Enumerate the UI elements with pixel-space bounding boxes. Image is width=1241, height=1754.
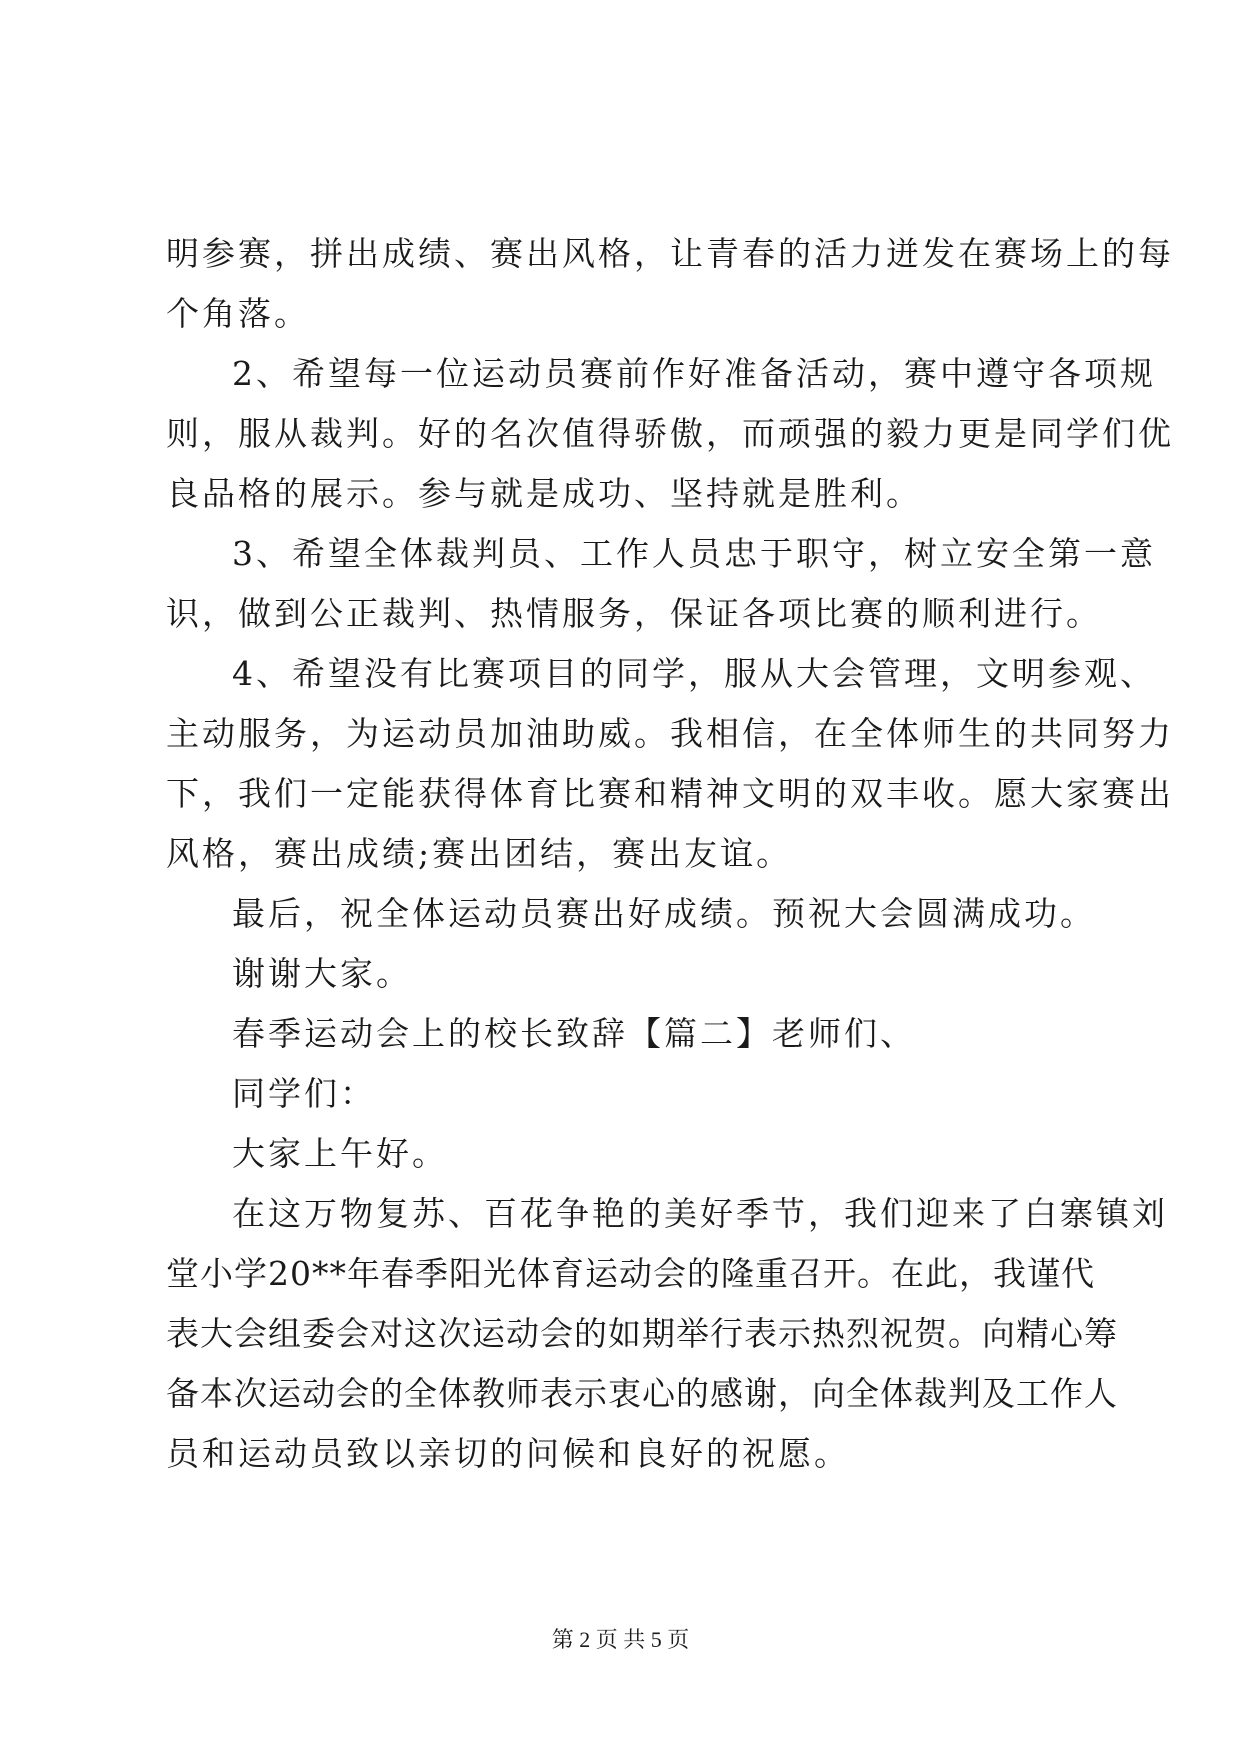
greeting-line: 大家上午好。 xyxy=(232,1134,448,1173)
text-line: 堂小学20**年春季阳光体育运动会的隆重召开。在此，我谨代 xyxy=(166,1254,1095,1293)
document-body xyxy=(166,224,1174,1484)
thanks-line: 谢谢大家。 xyxy=(232,954,412,993)
text-line: 员和运动员致以亲切的问候和良好的祝愿。 xyxy=(166,1434,850,1473)
closing-wishes: 最后，祝全体运动员赛出好成绩。预祝大会圆满成功。 xyxy=(232,894,1096,933)
text-line: 良品格的展示。参与就是成功、坚持就是胜利。 xyxy=(166,474,922,513)
text-line: 主动服务，为运动员加油助威。我相信，在全体师生的共同努力 xyxy=(166,714,1174,753)
text-line: 则，服从裁判。好的名次值得骄傲，而顽强的毅力更是同学们优 xyxy=(166,414,1174,453)
paragraph-item-2: 2、希望每一位运动员赛前作好准备活动，赛中遵守各项规 xyxy=(232,354,1156,393)
text-line: 表大会组委会对这次运动会的如期举行表示热烈祝贺。向精心筹 xyxy=(166,1314,1118,1353)
text-line: 识，做到公正裁判、热情服务，保证各项比赛的顺利进行。 xyxy=(166,594,1102,633)
text-line: 个角落。 xyxy=(166,294,310,333)
text-line: 下，我们一定能获得体育比赛和精神文明的双丰收。愿大家赛出 xyxy=(166,774,1174,813)
text-line: 备本次运动会的全体教师表示衷心的感谢，向全体裁判及工作人 xyxy=(166,1374,1118,1413)
text-line: 明参赛，拼出成绩、赛出风格，让青春的活力迸发在赛场上的每 xyxy=(166,234,1174,273)
page-footer: 第 2 页 共 5 页 xyxy=(551,1627,690,1652)
section-heading: 春季运动会上的校长致辞【篇二】老师们、 xyxy=(232,1014,916,1053)
paragraph-item-4: 4、希望没有比赛项目的同学，服从大会管理，文明参观、 xyxy=(232,654,1156,693)
text-line: 风格，赛出成绩;赛出团结，赛出友谊。 xyxy=(166,834,793,873)
paragraph-start: 在这万物复苏、百花争艳的美好季节，我们迎来了白寨镇刘 xyxy=(232,1194,1168,1233)
greeting-line: 同学们： xyxy=(232,1074,376,1113)
paragraph-item-3: 3、希望全体裁判员、工作人员忠于职守，树立安全第一意 xyxy=(232,534,1156,573)
